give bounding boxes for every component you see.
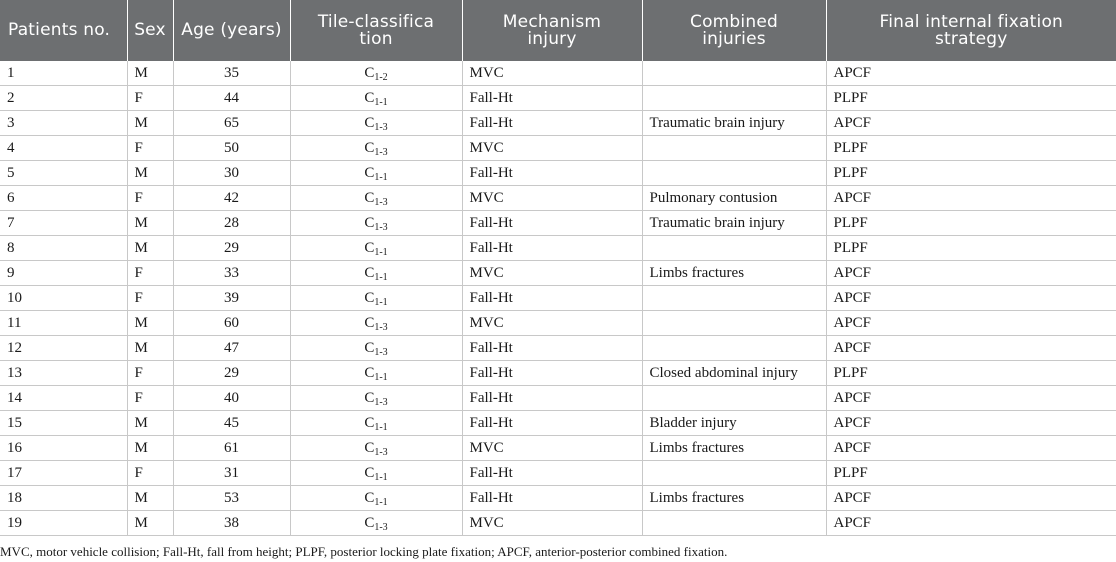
table-row [0, 136, 1116, 161]
header-mechanism-injury-label: Mechanism injury [502, 11, 602, 49]
table-header [0, 0, 1116, 61]
cell-fixation: APCF [826, 511, 1116, 536]
cell-fixation: APCF [826, 186, 1116, 211]
cell-fixation: PLPF [826, 236, 1116, 261]
header-combined-injuries [642, 0, 826, 61]
cell-age: 35 [173, 61, 290, 86]
cell-patient-no: 4 [0, 136, 127, 161]
cell-tile-classification [290, 461, 462, 486]
cell-mechanism: Fall-Ht [462, 236, 642, 261]
cell-patient-no: 13 [0, 361, 127, 386]
cell-combined-injuries [642, 386, 826, 411]
header-row [0, 0, 1116, 61]
cell-mechanism: Fall-Ht [462, 461, 642, 486]
cell-fixation: APCF [826, 261, 1116, 286]
tile-base: C [364, 389, 375, 406]
cell-age: 31 [173, 461, 290, 486]
cell-tile-classification [290, 111, 462, 136]
cell-age: 50 [173, 136, 290, 161]
header-sex: Sex [127, 0, 173, 61]
cell-tile-classification [290, 361, 462, 386]
tile-subscript: 1-1 [374, 421, 388, 433]
cell-age: 39 [173, 286, 290, 311]
cell-patient-no: 10 [0, 286, 127, 311]
cell-sex: M [127, 111, 173, 136]
cell-combined-injuries [642, 461, 826, 486]
cell-sex: F [127, 461, 173, 486]
tile-subscript: 1-3 [374, 446, 388, 458]
table-row [0, 111, 1116, 136]
tile-base: C [364, 239, 375, 256]
cell-fixation: APCF [826, 61, 1116, 86]
cell-combined-injuries [642, 161, 826, 186]
header-mechanism-injury [462, 0, 642, 61]
cell-combined-injuries [642, 61, 826, 86]
cell-mechanism: MVC [462, 136, 642, 161]
cell-mechanism: Fall-Ht [462, 86, 642, 111]
cell-age: 28 [173, 211, 290, 236]
header-final-fixation [826, 0, 1116, 61]
tile-base: C [364, 314, 375, 331]
cell-combined-injuries [642, 311, 826, 336]
cell-combined-injuries [642, 336, 826, 361]
cell-sex: M [127, 61, 173, 86]
cell-patient-no: 18 [0, 486, 127, 511]
cell-fixation: PLPF [826, 161, 1116, 186]
tile-subscript: 1-1 [374, 171, 388, 183]
header-tile-classification-label: Tile-classification [317, 11, 435, 49]
cell-patient-no: 2 [0, 86, 127, 111]
table-row [0, 286, 1116, 311]
cell-combined-injuries [642, 236, 826, 261]
table-row [0, 311, 1116, 336]
cell-mechanism: Fall-Ht [462, 336, 642, 361]
cell-age: 40 [173, 386, 290, 411]
cell-mechanism: Fall-Ht [462, 161, 642, 186]
table-row [0, 386, 1116, 411]
cell-patient-no: 16 [0, 436, 127, 461]
cell-tile-classification [290, 486, 462, 511]
cell-age: 45 [173, 411, 290, 436]
tile-base: C [364, 114, 375, 131]
header-patients-no: Patients no. [0, 0, 127, 61]
tile-subscript: 1-1 [374, 296, 388, 308]
table-row [0, 86, 1116, 111]
tile-subscript: 1-1 [374, 246, 388, 258]
cell-combined-injuries: Closed abdominal injury [642, 361, 826, 386]
cell-fixation: APCF [826, 411, 1116, 436]
cell-combined-injuries: Traumatic brain injury [642, 211, 826, 236]
tile-base: C [364, 89, 375, 106]
cell-mechanism: MVC [462, 261, 642, 286]
table-row [0, 436, 1116, 461]
tile-subscript: 1-3 [374, 221, 388, 233]
tile-subscript: 1-3 [374, 146, 388, 158]
cell-tile-classification [290, 61, 462, 86]
tile-subscript: 1-3 [374, 396, 388, 408]
table-row [0, 411, 1116, 436]
tile-base: C [364, 189, 375, 206]
cell-tile-classification [290, 511, 462, 536]
cell-tile-classification [290, 186, 462, 211]
cell-sex: M [127, 311, 173, 336]
tile-base: C [364, 364, 375, 381]
tile-base: C [364, 214, 375, 231]
tile-subscript: 1-1 [374, 271, 388, 283]
table-row [0, 211, 1116, 236]
cell-sex: M [127, 161, 173, 186]
tile-base: C [364, 339, 375, 356]
cell-combined-injuries [642, 136, 826, 161]
cell-mechanism: Fall-Ht [462, 211, 642, 236]
cell-mechanism: MVC [462, 511, 642, 536]
cell-combined-injuries: Bladder injury [642, 411, 826, 436]
cell-mechanism: MVC [462, 311, 642, 336]
cell-age: 30 [173, 161, 290, 186]
cell-mechanism: Fall-Ht [462, 361, 642, 386]
cell-patient-no: 5 [0, 161, 127, 186]
cell-fixation: PLPF [826, 461, 1116, 486]
cell-sex: F [127, 386, 173, 411]
cell-patient-no: 7 [0, 211, 127, 236]
cell-sex: M [127, 511, 173, 536]
cell-patient-no: 12 [0, 336, 127, 361]
table-row [0, 511, 1116, 536]
cell-sex: F [127, 136, 173, 161]
table-row [0, 186, 1116, 211]
cell-mechanism: Fall-Ht [462, 386, 642, 411]
cell-mechanism: Fall-Ht [462, 111, 642, 136]
cell-combined-injuries [642, 286, 826, 311]
table-row [0, 336, 1116, 361]
tile-subscript: 1-1 [374, 96, 388, 108]
cell-tile-classification [290, 311, 462, 336]
cell-combined-injuries: Pulmonary contusion [642, 186, 826, 211]
cell-age: 65 [173, 111, 290, 136]
cell-fixation: PLPF [826, 361, 1116, 386]
cell-sex: M [127, 336, 173, 361]
tile-subscript: 1-1 [374, 371, 388, 383]
tile-base: C [364, 289, 375, 306]
tile-base: C [364, 64, 375, 81]
header-final-fixation-label: Final internal fixation strategy [879, 11, 1064, 49]
cell-combined-injuries: Limbs fractures [642, 486, 826, 511]
tile-subscript: 1-3 [374, 196, 388, 208]
table-row [0, 161, 1116, 186]
table-body [0, 61, 1116, 536]
cell-fixation: PLPF [826, 86, 1116, 111]
cell-age: 53 [173, 486, 290, 511]
cell-tile-classification [290, 236, 462, 261]
cell-age: 29 [173, 361, 290, 386]
cell-sex: F [127, 261, 173, 286]
cell-sex: F [127, 361, 173, 386]
tile-base: C [364, 439, 375, 456]
cell-fixation: APCF [826, 486, 1116, 511]
table-row [0, 61, 1116, 86]
tile-subscript: 1-3 [374, 521, 388, 533]
cell-combined-injuries: Traumatic brain injury [642, 111, 826, 136]
cell-tile-classification [290, 336, 462, 361]
cell-tile-classification [290, 286, 462, 311]
cell-sex: F [127, 86, 173, 111]
cell-age: 29 [173, 236, 290, 261]
cell-age: 60 [173, 311, 290, 336]
cell-combined-injuries [642, 511, 826, 536]
cell-age: 47 [173, 336, 290, 361]
cell-combined-injuries [642, 86, 826, 111]
cell-combined-injuries: Limbs fractures [642, 436, 826, 461]
tile-base: C [364, 164, 375, 181]
tile-subscript: 1-3 [374, 321, 388, 333]
cell-fixation: APCF [826, 311, 1116, 336]
cell-sex: F [127, 186, 173, 211]
cell-patient-no: 14 [0, 386, 127, 411]
cell-tile-classification [290, 386, 462, 411]
cell-patient-no: 15 [0, 411, 127, 436]
cell-fixation: APCF [826, 436, 1116, 461]
tile-subscript: 1-1 [374, 471, 388, 483]
cell-tile-classification [290, 86, 462, 111]
header-age: Age (years) [173, 0, 290, 61]
cell-tile-classification [290, 261, 462, 286]
tile-base: C [364, 464, 375, 481]
cell-patient-no: 9 [0, 261, 127, 286]
cell-sex: M [127, 236, 173, 261]
table-row [0, 261, 1116, 286]
cell-fixation: PLPF [826, 211, 1116, 236]
cell-patient-no: 1 [0, 61, 127, 86]
cell-patient-no: 19 [0, 511, 127, 536]
cell-age: 38 [173, 511, 290, 536]
cell-combined-injuries: Limbs fractures [642, 261, 826, 286]
header-combined-injuries-label: Combined injuries [690, 11, 778, 49]
cell-mechanism: Fall-Ht [462, 286, 642, 311]
cell-sex: M [127, 411, 173, 436]
tile-subscript: 1-3 [374, 121, 388, 133]
table-row [0, 236, 1116, 261]
cell-fixation: APCF [826, 111, 1116, 136]
cell-tile-classification [290, 136, 462, 161]
header-tile-classification [290, 0, 462, 61]
cell-mechanism: MVC [462, 436, 642, 461]
cell-mechanism: MVC [462, 61, 642, 86]
tile-base: C [364, 139, 375, 156]
cell-age: 44 [173, 86, 290, 111]
cell-sex: F [127, 286, 173, 311]
table-footnote: MVC, motor vehicle collision; Fall-Ht, fall from height; PLPF, posterior locking plate fixation; APCF, anterior-posterior combined fixation. [0, 544, 728, 559]
cell-sex: M [127, 486, 173, 511]
cell-tile-classification [290, 411, 462, 436]
cell-mechanism: MVC [462, 186, 642, 211]
cell-patient-no: 6 [0, 186, 127, 211]
cell-fixation: APCF [826, 336, 1116, 361]
cell-fixation: APCF [826, 286, 1116, 311]
table-row [0, 486, 1116, 511]
cell-patient-no: 11 [0, 311, 127, 336]
cell-fixation: PLPF [826, 136, 1116, 161]
cell-tile-classification [290, 211, 462, 236]
cell-age: 33 [173, 261, 290, 286]
cell-age: 42 [173, 186, 290, 211]
cell-mechanism: Fall-Ht [462, 486, 642, 511]
tile-subscript: 1-2 [374, 71, 388, 83]
cell-sex: M [127, 211, 173, 236]
cell-patient-no: 8 [0, 236, 127, 261]
cell-mechanism: Fall-Ht [462, 411, 642, 436]
cell-patient-no: 17 [0, 461, 127, 486]
cell-fixation: APCF [826, 386, 1116, 411]
tile-base: C [364, 489, 375, 506]
tile-base: C [364, 264, 375, 281]
cell-tile-classification [290, 161, 462, 186]
cell-tile-classification [290, 436, 462, 461]
cell-age: 61 [173, 436, 290, 461]
tile-base: C [364, 414, 375, 431]
cell-sex: M [127, 436, 173, 461]
tile-subscript: 1-3 [374, 346, 388, 358]
tile-subscript: 1-1 [374, 496, 388, 508]
table-row [0, 461, 1116, 486]
cell-patient-no: 3 [0, 111, 127, 136]
tile-base: C [364, 514, 375, 531]
table-row [0, 361, 1116, 386]
